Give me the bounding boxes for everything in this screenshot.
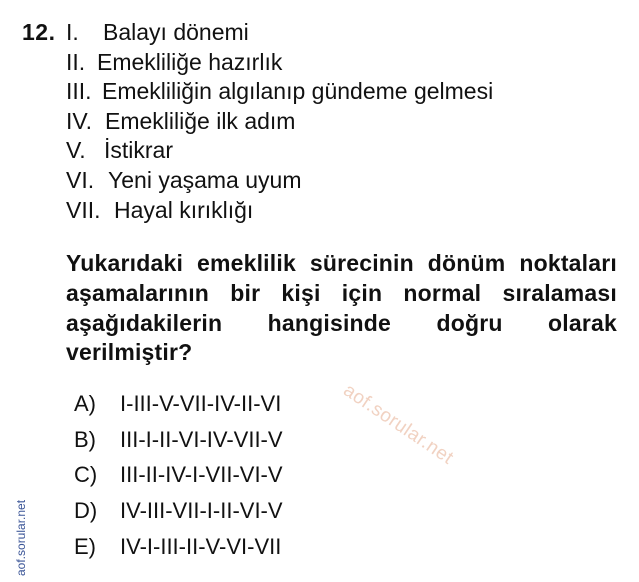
statement-numeral: VII. bbox=[66, 196, 101, 223]
option-letter: A) bbox=[74, 391, 96, 416]
option-letter: D) bbox=[74, 498, 98, 524]
question-number: 12. bbox=[22, 19, 56, 45]
answer-options bbox=[74, 386, 283, 565]
option-letter: B) bbox=[74, 426, 96, 452]
statement-numeral: V. bbox=[66, 137, 86, 164]
statement-item bbox=[66, 196, 493, 226]
watermark-vertical: aof.sorular.net bbox=[14, 499, 28, 576]
option-d[interactable] bbox=[74, 493, 283, 529]
option-text: III-II-IV-I-VII-VI-V bbox=[120, 462, 283, 488]
option-e[interactable] bbox=[74, 529, 283, 565]
option-b[interactable] bbox=[74, 422, 283, 458]
statement-text: Hayal kırıklığı bbox=[114, 196, 254, 223]
option-text: IV-I-III-II-V-VI-VII bbox=[120, 533, 282, 559]
question-stem: Yukarıdaki emeklilik sürecinin dönüm noktaları aşamalarının bir kişi için normal sıralaması aşağıdakilerin hangisinde doğru olarak verilmiştir? bbox=[66, 250, 617, 366]
statement-item bbox=[66, 48, 493, 78]
statement-item bbox=[66, 107, 493, 137]
option-a[interactable] bbox=[74, 386, 283, 422]
option-letter: E) bbox=[74, 533, 96, 559]
statement-numeral: I. bbox=[66, 19, 79, 45]
statement-item bbox=[66, 166, 493, 196]
option-letter: C) bbox=[74, 462, 98, 488]
statement-item bbox=[66, 77, 493, 107]
option-text: IV-III-VII-I-II-VI-V bbox=[120, 498, 283, 524]
statement-numeral: VI. bbox=[66, 166, 95, 193]
statement-numeral: II. bbox=[66, 48, 86, 75]
statement-list bbox=[66, 18, 493, 225]
watermark-diagonal: aof.sorular.net bbox=[339, 379, 458, 469]
statement-text: Emekliliğe hazırlık bbox=[97, 48, 283, 75]
option-c[interactable] bbox=[74, 457, 283, 493]
option-text: I-III-V-VII-IV-II-VI bbox=[120, 391, 282, 416]
statement-item bbox=[66, 18, 493, 48]
statement-item bbox=[66, 136, 493, 166]
statement-text: İstikrar bbox=[104, 137, 173, 164]
statement-numeral: IV. bbox=[66, 107, 93, 134]
statement-text: Emekliliğin algılanıp gündeme gelmesi bbox=[102, 78, 494, 105]
statement-text: Balayı dönemi bbox=[103, 19, 249, 45]
statement-numeral: III. bbox=[66, 78, 92, 105]
statement-text: Emekliliğe ilk adım bbox=[105, 107, 296, 134]
statement-text: Yeni yaşama uyum bbox=[108, 166, 302, 193]
option-text: III-I-II-VI-IV-VII-V bbox=[120, 426, 283, 452]
